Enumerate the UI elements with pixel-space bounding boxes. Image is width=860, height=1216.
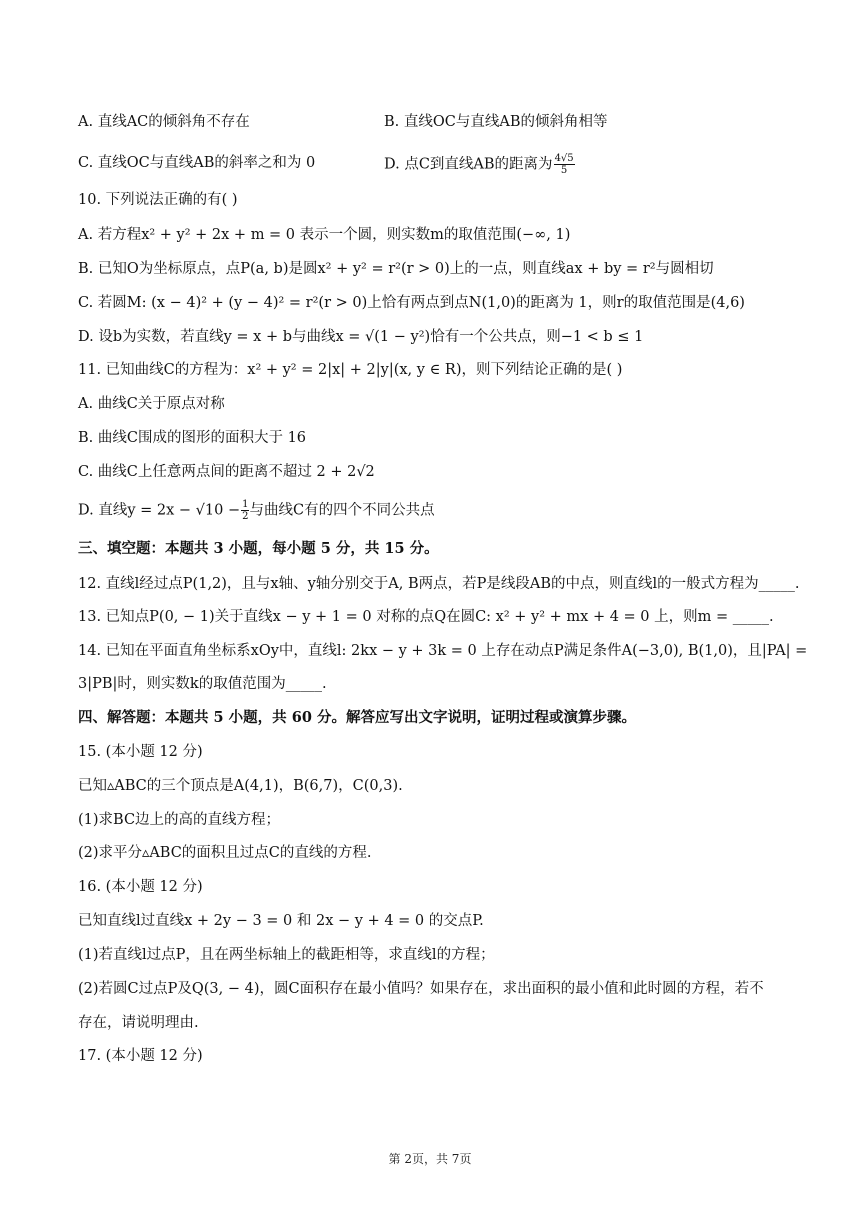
fraction-numerator: 1 (242, 499, 249, 510)
fraction-denominator: 2 (242, 511, 249, 522)
q11-optD-post: 与曲线C有的四个不同公共点 (249, 502, 435, 519)
q9-optA: A. 直线AC的倾斜角不存在 (78, 114, 250, 130)
q14-line2: 3|PB|时，则实数k的取值范围为_____. (78, 676, 327, 692)
page-footer: 第 2页，共 7页 (388, 1152, 472, 1166)
q11-optD-pre: D. 直线y = 2x − √10 − (78, 502, 241, 519)
q11-optA: A. 曲线C关于原点对称 (78, 396, 225, 412)
q16-stem: 已知直线l过直线x + 2y − 3 = 0 和 2x − y + 4 = 0 的交点P. (78, 913, 484, 929)
q9-optD-text: D. 点C到直线AB的距离为 (384, 156, 553, 173)
q12: 12. 直线l经过点P(1,2)，且与x轴、y轴分别交于A, B两点，若P是线段AB的中点，则直线l的一般式方程为_____. (78, 576, 800, 592)
q10-optB: B. 已知O为坐标原点，点P(a, b)是圆x² + y² = r²(r > 0)上的一点，则直线ax + by = r²与圆相切 (78, 261, 714, 277)
q15-part1: (1)求BC边上的高的直线方程； (78, 812, 281, 828)
q15-stem: 已知▵ABC的三个顶点是A(4,1)，B(6,7)，C(0,3). (78, 778, 403, 794)
q10-stem: 10. 下列说法正确的有( ) (78, 192, 238, 208)
q16-head: 16. (本小题 12 分) (78, 879, 203, 895)
q9-optC: C. 直线OC与直线AB的斜率之和为 0 (78, 155, 316, 171)
q15-head: 15. (本小题 12 分) (78, 744, 203, 760)
q16-part2-line1: (2)若圆C过点P及Q(3, − 4)，圆C面积存在最小值吗？如果存在，求出面积的最小值和此时圆的方程，若不 (78, 981, 764, 997)
fraction-numerator: 4√5 (554, 153, 574, 164)
q11-optB: B. 曲线C围成的图形的面积大于 16 (78, 430, 307, 446)
q15-part2: (2)求平分▵ABC的面积且过点C的直线的方程. (78, 845, 372, 861)
q16-part2-line2: 存在，请说明理由. (78, 1015, 199, 1031)
q13: 13. 已知点P(0, − 1)关于直线x − y + 1 = 0 对称的点Q在圆C: x² + y² + mx + 4 = 0 上，则m = _____. (78, 609, 774, 625)
q10-optA: A. 若方程x² + y² + 2x + m = 0 表示一个圆，则实数m的取值范围(−∞, 1) (78, 227, 571, 243)
section3-heading: 三、填空题：本题共 3 小题，每小题 5 分，共 15 分。 (78, 540, 439, 557)
q9-optB: B. 直线OC与直线AB的倾斜角相等 (384, 114, 608, 130)
q11-optD (78, 499, 800, 522)
q11-stem: 11. 已知曲线C的方程为：x² + y² = 2|x| + 2|y|(x, y ∈ R)，则下列结论正确的是( ) (78, 362, 623, 378)
section4-heading: 四、解答题：本题共 5 小题，共 60 分。解答应写出文字说明，证明过程或演算步骤。 (78, 709, 636, 726)
q10-optD: D. 设b为实数，若直线y = x + b与曲线x = √(1 − y²)恰有一个公共点，则−1 < b ≤ 1 (78, 329, 644, 345)
q16-part1: (1)若直线l过点P，且在两坐标轴上的截距相等，求直线l的方程； (78, 947, 495, 963)
q10-optC: C. 若圆M: (x − 4)² + (y − 4)² = r²(r > 0)上恰有两点到点N(1,0)的距离为 1，则r的取值范围是(4,6) (78, 295, 745, 311)
fraction-denominator: 5 (560, 165, 568, 176)
q9-optD-fraction (554, 153, 575, 176)
q14-line1: 14. 已知在平面直角坐标系xOy中，直线l: 2kx − y + 3k = 0 上存在动点P满足条件A(−3,0), B(1,0)，且|PA| = (78, 643, 808, 659)
q17-head: 17. (本小题 12 分) (78, 1048, 203, 1064)
q9-optD (384, 153, 575, 176)
q11-optC: C. 曲线C上任意两点间的距离不超过 2 + 2√2 (78, 464, 375, 480)
